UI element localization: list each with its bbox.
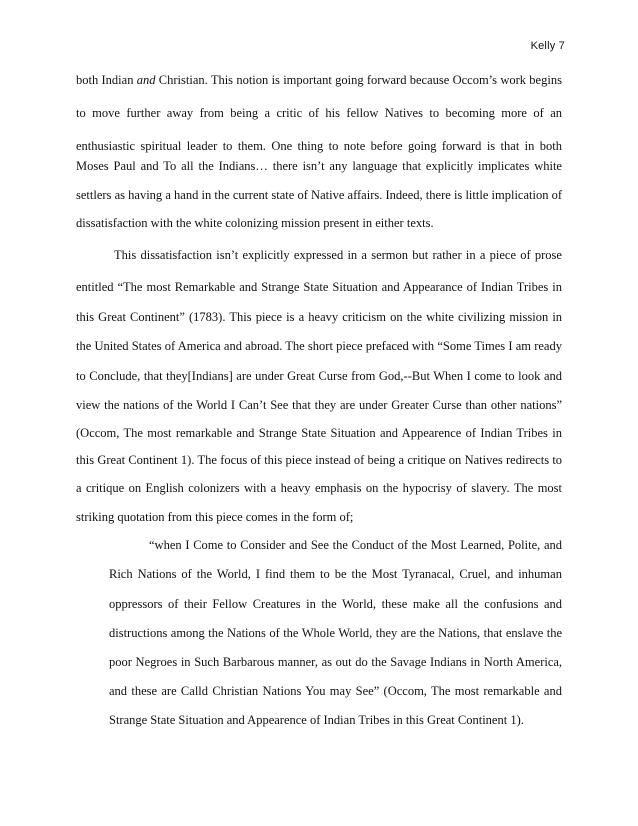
body-line-12: view the nations of the World I Can’t See that they are under Greater Curse than other nations” (76, 398, 562, 412)
body-line-03: enthusiastic spiritual leader to them. One thing to note before going forward is that in both (76, 139, 563, 153)
body-line-02: to move further away from being a critic of his fellow Natives to becoming more of an (76, 106, 562, 120)
quote-line-07: Strange State Situation and Appearence of Indian Tribes in this Great Continent 1). (109, 713, 524, 727)
quote-line-01: “when I Come to Consider and See the Conduct of the Most Learned, Polite, and (149, 538, 563, 552)
body-line-13: (Occom, The most remarkable and Strange State Situation and Appearence of Indian Tribes in (76, 426, 562, 440)
body-line-09: this Great Continent” (1783). This piece is a heavy criticism on the white civilizing mission in (76, 310, 563, 324)
body-line-06: dissatisfaction with the white colonizing mission present in either texts. (76, 216, 434, 230)
body-line-04: Moses Paul and To all the Indians… there isn’t any language that explicitly implicates white (76, 159, 562, 173)
body-line-08: entitled “The most Remarkable and Strange State Situation and Appearance of Indian Tribes in (76, 280, 562, 294)
body-line-01 (76, 73, 562, 88)
page-header-label: Kelly 7 (530, 40, 565, 52)
quote-line-05: poor Negroes in Such Barbarous manner, as out do the Savage Indians in North America, (109, 655, 563, 669)
body-line-07: This dissatisfaction isn’t explicitly expressed in a sermon but rather in a piece of prose (114, 248, 562, 262)
body-line-01-part-b: Christian. This notion is important going forward because Occom’s work begins (155, 73, 562, 87)
body-line-11: to Conclude, that they[Indians] are under Great Curse from God,--But When I come to look and (76, 369, 562, 383)
body-line-01-emphasis: and (136, 73, 156, 87)
quote-line-03: oppressors of their Fellow Creatures in the World, these make all the confusions and (109, 597, 563, 611)
quote-line-06: and these are Calld Christian Nations You may See” (Occom, The most remarkable and (109, 684, 562, 698)
body-line-10: the United States of America and abroad. The short piece prefaced with “Some Times I am ready (76, 339, 562, 353)
body-line-16: striking quotation from this piece comes in the form of; (76, 510, 354, 524)
quote-line-04: distructions among the Nations of the Whole World, they are the Nations, that enslave the (109, 626, 563, 640)
body-line-01-part-a: both Indian (76, 73, 137, 87)
body-line-14: this Great Continent 1). The focus of this piece instead of being a critique on Natives redirects to (76, 453, 563, 467)
body-line-05: settlers as having a hand in the current state of Native affairs. Indeed, there is little implication of (76, 188, 563, 202)
body-line-15: a critique on English colonizers with a heavy emphasis on the hypocrisy of slavery. The most (76, 481, 563, 495)
quote-line-02: Rich Nations of the World, I find them to be the Most Tyranacal, Cruel, and inhuman (109, 567, 562, 581)
